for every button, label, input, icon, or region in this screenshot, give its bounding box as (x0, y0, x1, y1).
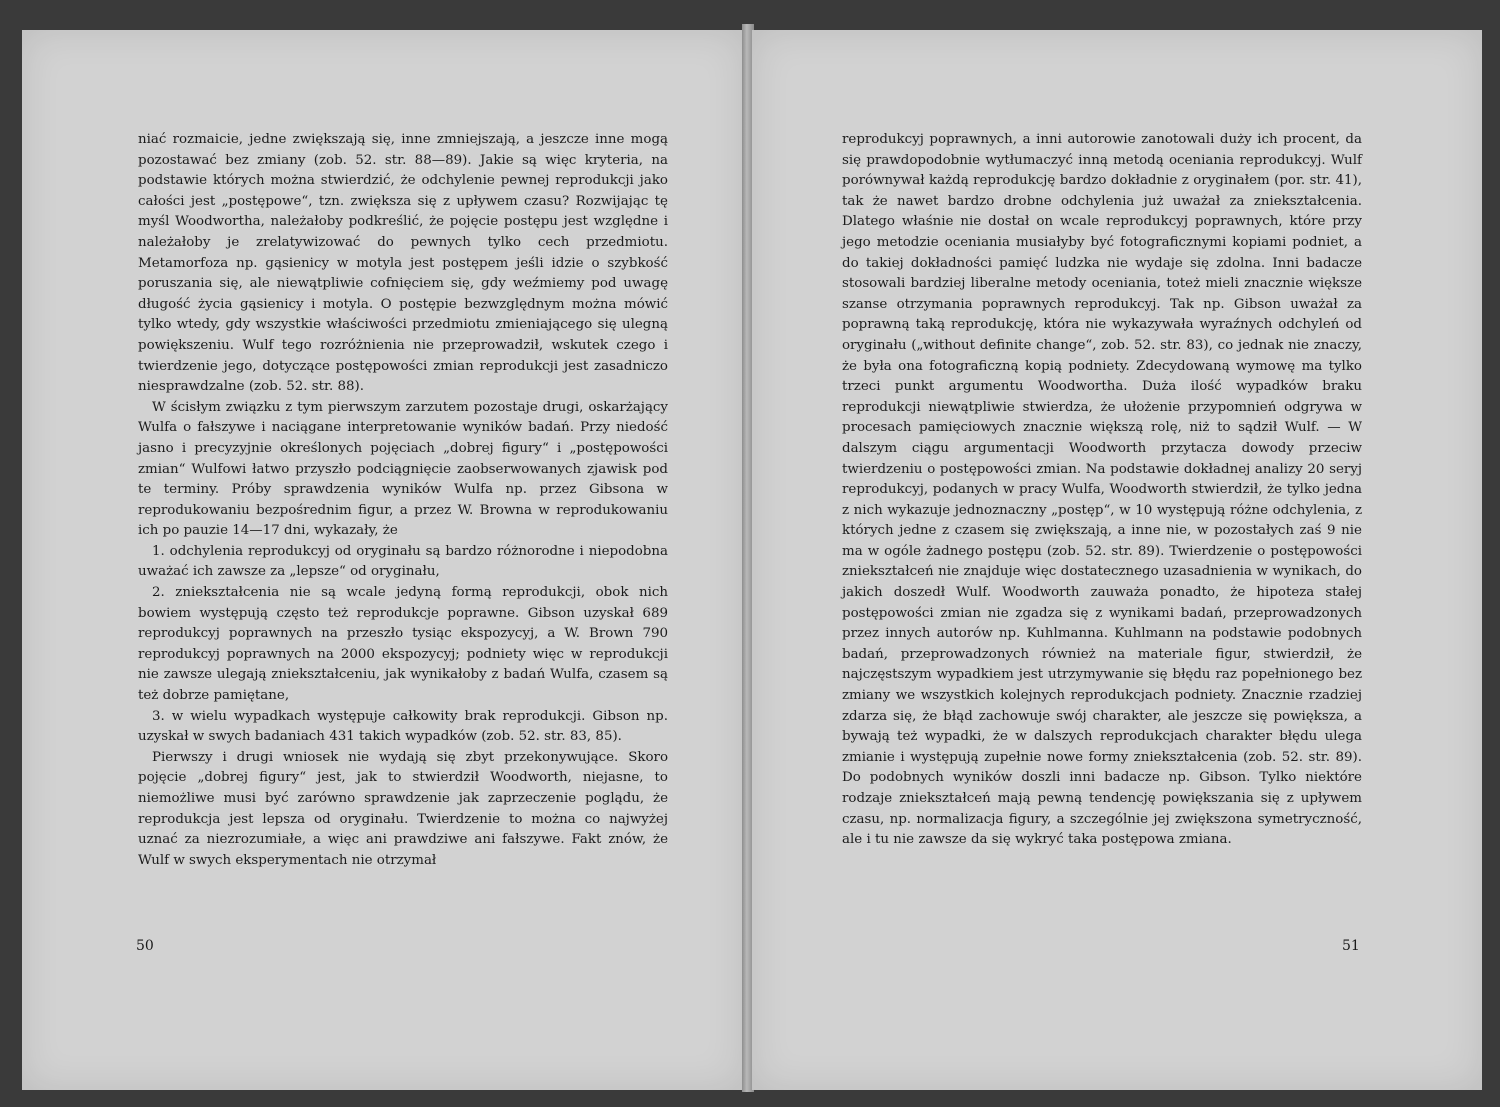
list-item: 1. odchylenia reprodukcyj od oryginału są bardzo różnorodne i niepodobna uważać ich zawsze za „lepsze“ od oryginału, (138, 543, 668, 580)
left-page (22, 30, 744, 1090)
paragraph: niać rozmaicie, jedne zwiększają się, inne zmniejszają, a jeszcze inne mogą pozostawać bez zmiany (zob. 52. str. 88—89). Jakie są więc kryteria, na podstawie których można stwierdzić, że odchylenie pewnej reprodukcji jako całości jest „postępowe“, tzn. zwiększa się z upływem czasu? Rozwijając tę myśl Woodwortha, należałoby podkreślić, że pojęcie postępu jest względne i należałoby je zrelatywizować do pewnych tylko cech przedmiotu. Metamorfoza np. gąsienicy w motyla jest postępem jeśli idzie o szybkość poruszania się, ale niewątpliwie cofnięciem się, gdy weźmiemy pod uwagę długość życia gąsienicy i motyla. O postępie bezwzględnym można mówić tylko wtedy, gdy wszystkie właściwości przedmiotu zmieniającego się ulegną powiększeniu. Wulf tego rozróżnienia nie przeprowadził, wskutek czego i twierdzenie jego, dotyczące postępowości zmian reprodukcji jest zasadniczo niesprawdzalne (zob. 52. str. 88). (138, 132, 668, 395)
page-number: 51 (1342, 938, 1360, 954)
left-page-text (138, 130, 668, 871)
paragraph: W ścisłym związku z tym pierwszym zarzutem pozostaje drugi, oskarżający Wulfa o fałszywe i naciągane interpretowanie wyników badań. Przy niedość jasno i precyzyjnie określonych pojęciach „dobrej figury“ i „postępowości zmian“ Wulfowi łatwo przyszło podciągnięcie zaobserwowanych zjawisk pod te terminy. Próby sprawdzenia wyników Wulfa np. przez Gibsona w reprodukowaniu bezpośrednim figur, a przez W. Browna w reprodukowaniu ich po pauzie 14—17 dni, wykazały, że (138, 399, 668, 539)
paragraph: Pierwszy i drugi wniosek nie wydają się zbyt przekonywujące. Skoro pojęcie „dobrej figury“ jest, jak to stwierdził Woodworth, niejasne, to niemożliwe musi być zarówno sprawdzenie jak zaprzeczenie poglądu, że reprodukcja jest lepsza od oryginału. Twierdzenie to można co najwyżej uznać za niezrozumiałe, a więc ani prawdziwe ani fałszywe. Fakt znów, że Wulf w swych eksperymentach nie otrzymał (138, 749, 668, 868)
paragraph: reprodukcyj poprawnych, a inni autorowie zanotowali duży ich procent, da się prawdopodobnie wytłumaczyć inną metodą oceniania reprodukcyj. Wulf porównywał każdą reprodukcję bardzo dokładnie z oryginałem (por. str. 41), tak że nawet bardzo drobne odchylenia już uważał za zniekształcenia. Dlatego właśnie nie dostał on wcale reprodukcyj poprawnych, które przy jego metodzie oceniania musiałyby być fotograficznymi kopiami podniet, a do takiej dokładności pamięć ludzka nie wydaje się zdolna. Inni badacze stosowali bardziej liberalne metody oceniania, toteż mieli znacznie większe szanse otrzymania poprawnych reprodukcyj. Tak np. Gibson uważał za poprawną taką reprodukcję, która nie wykazywała wyraźnych odchyleń od oryginału („without definite change“, zob. 52. str. 83), co jednak nie znaczy, że była ona fotograficzną kopią podniety. Zdecydowaną wymowę ma tylko trzeci punkt argumentu Woodwortha. Duża ilość wypadków braku reprodukcji niewątpliwie stwierdza, że ułożenie przypomnień odgrywa w procesach pamięciowych znacznie większą rolę, niż to sądził Wulf. — W dalszym ciągu argumentacji Woodworth przytacza dowody przeciw twierdzeniu o postępowości zmian. Na podstawie dokładnej analizy 20 seryj reprodukcyj, podanych w pracy Wulfa, Woodworth stwierdził, że tylko jedna z nich wykazuje jednoznaczny „postęp“, w 10 występują różne odchylenia, z których jedne z czasem się zwiększają, a inne nie, w pozostałych zaś 9 nie ma w ogóle żadnego postępu (zob. 52. str. 89). Twierdzenie o postępowości zniekształceń nie znajduje więc dostatecznego uzasadnienia w wynikach, do jakich doszedł Wulf. Woodworth zauważa ponadto, że hipoteza stałej postępowości zmian nie zgadza się z wynikami badań, przeprowadzonych przez innych autorów np. Kuhlmanna. Kuhlmann na podstawie podobnych badań, przeprowadzonych również na materiale figur, stwierdził, że najczęstszym wypadkiem jest utrzymywanie się błędu raz popełnionego bez zmiany we wszystkich kolejnych reprodukcjach podniety. Znacznie rzadziej zdarza się, że błąd zachowuje swój charakter, ale jeszcze się powiększa, a bywają też wypadki, że w dalszych reprodukcjach charakter błędu ulega zmianie i występują zupełnie nowe formy zniekształcenia (zob. 52. str. 89). Do podobnych wyników doszli inni badacze np. Gibson. Tylko niektóre rodzaje zniekształceń mają pewną tendencję powiększania się z upływem czasu, np. normalizacja figury, a szczególnie jej zwiększona symetryczność, ale i tu nie zawsze da się wykryć taka postępowa zmiana. (842, 132, 1362, 848)
list-item: 3. w wielu wypadkach występuje całkowity brak reprodukcji. Gibson np. uzyskał w swych badaniach 431 takich wypadków (zob. 52. str. 83, 85). (138, 708, 668, 745)
right-page-text (842, 130, 1362, 851)
page-number: 50 (136, 938, 154, 954)
right-page (752, 30, 1482, 1090)
list-item: 2. zniekształcenia nie są wcale jedyną formą reprodukcji, obok nich bowiem występują często też reprodukcje poprawne. Gibson uzyskał 689 reprodukcyj poprawnych na przeszło tysiąc ekspozycyj, a W. Brown 790 reprodukcyj poprawnych na 2000 ekspozycyj; podniety więc w reprodukcji nie zawsze ulegają zniekształceniu, jak wynikałoby z badań Wulfa, czasem są też dobrze pamiętane, (138, 585, 668, 704)
